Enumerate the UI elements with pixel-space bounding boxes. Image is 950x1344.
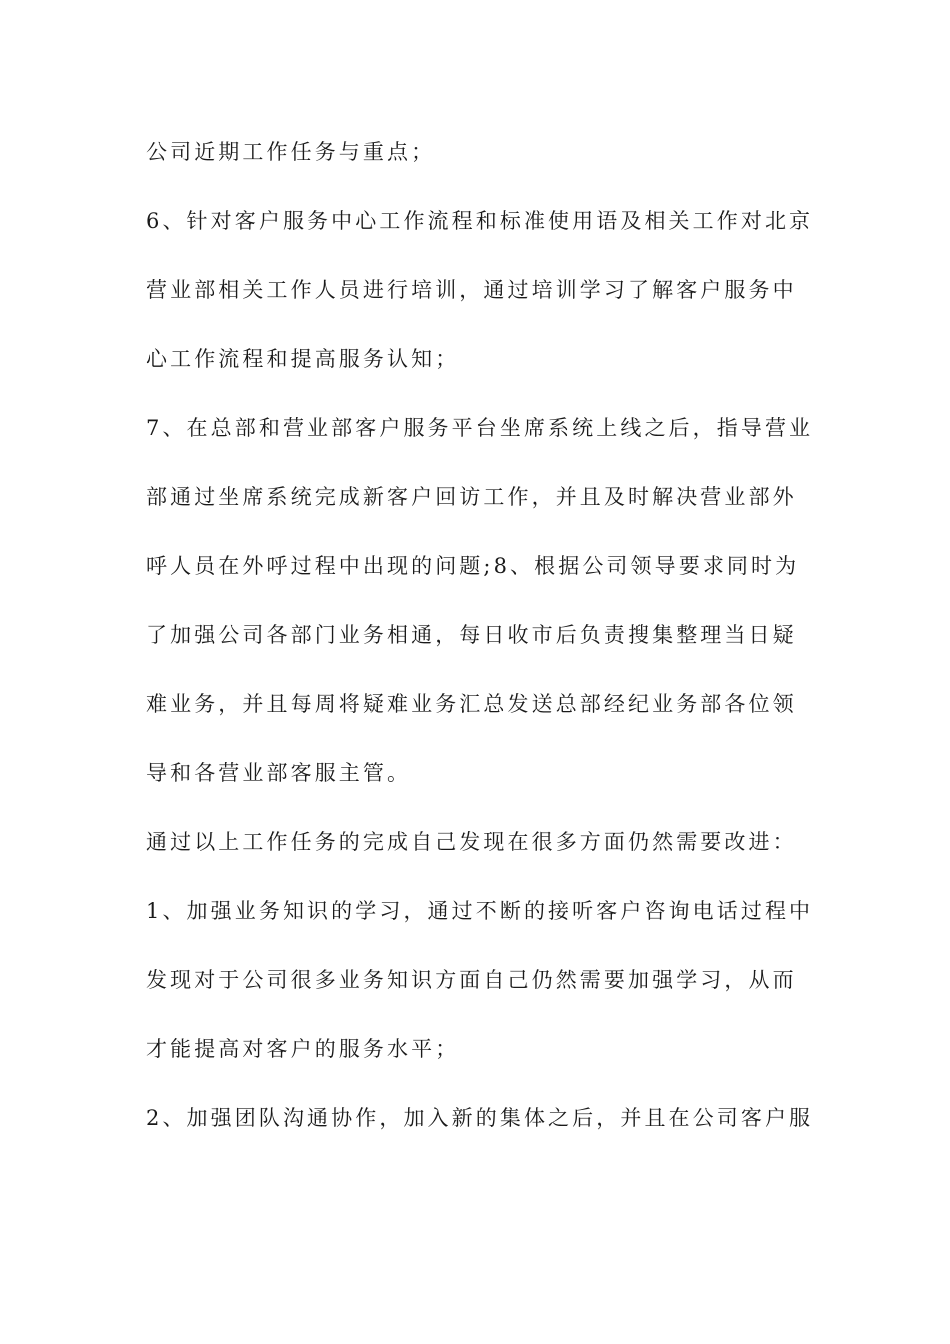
text-line: 心工作流程和提高服务认知； xyxy=(146,347,460,371)
text-line: 公司近期工作任务与重点； xyxy=(146,140,436,164)
text-line: 通过以上工作任务的完成自己发现在很多方面仍然需要改进： xyxy=(146,830,797,854)
text-line: 7、在总部和营业部客户服务平台坐席系统上线之后，指导营业 xyxy=(146,416,814,440)
document-body xyxy=(146,128,816,1163)
text-line: 1、加强业务知识的学习，通过不断的接听客户咨询电话过程中 xyxy=(146,899,814,923)
text-line: 导和各营业部客服主管。 xyxy=(146,761,412,785)
text-line: 营业部相关工作人员进行培训，通过培训学习了解客户服务中 xyxy=(146,278,797,302)
text-line: 呼人员在外呼过程中出现的问题;8、根据公司领导要求同时为 xyxy=(146,554,800,578)
text-line: 部通过坐席系统完成新客户回访工作，并且及时解决营业部外 xyxy=(146,485,797,509)
text-line: 6、针对客户服务中心工作流程和标准使用语及相关工作对北京 xyxy=(146,209,814,233)
text-line: 难业务，并且每周将疑难业务汇总发送总部经纪业务部各位领 xyxy=(146,692,797,716)
text-line: 2、加强团队沟通协作，加入新的集体之后，并且在公司客户服 xyxy=(146,1106,814,1130)
text-line: 发现对于公司很多业务知识方面自己仍然需要加强学习，从而 xyxy=(146,968,797,992)
text-line: 了加强公司各部门业务相通，每日收市后负责搜集整理当日疑 xyxy=(146,623,797,647)
text-line: 才能提高对客户的服务水平； xyxy=(146,1037,460,1061)
